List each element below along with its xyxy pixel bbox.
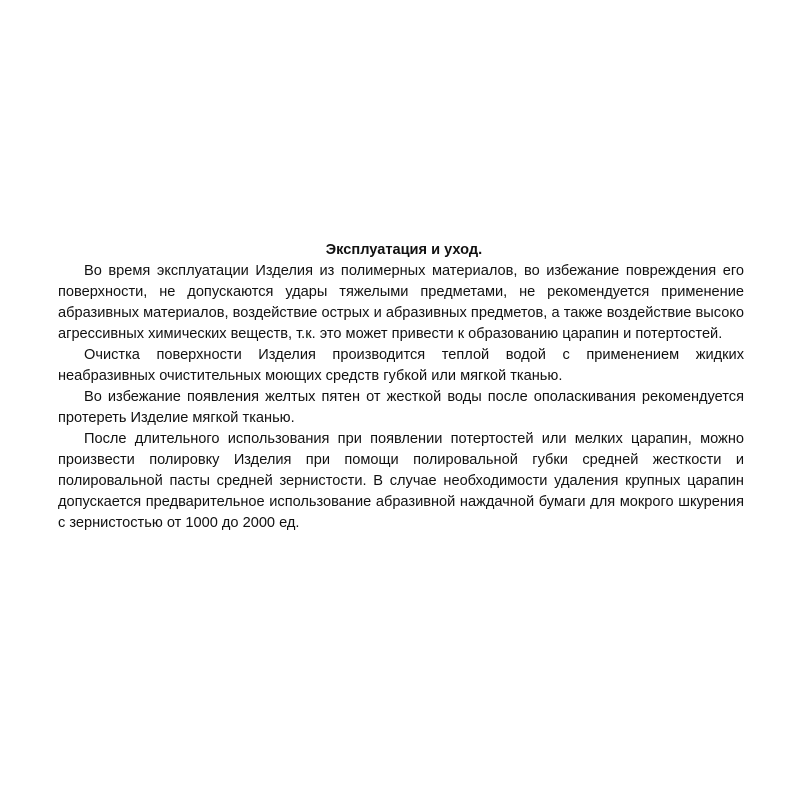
document-title: Эксплуатация и уход.: [325, 242, 483, 258]
paragraph-cleaning: Очистка поверхности Изделия производится теплой водой с применением жидких неабразивных очистительных моющих средств губкой или мягкой тканью.: [58, 347, 744, 384]
paragraph-water-stains: Во избежание появления желтых пятен от жесткой воды после ополаскивания рекомендуется протереть Изделие мягкой тканью.: [58, 389, 744, 426]
paragraph-usage: Во время эксплуатации Изделия из полимерных материалов, во избежание повреждения его поверхности, не допускаются удары тяжелыми предметами, не рекомендуется применение абразивных материалов, воздействие острых и абразивных предметов, а также воздействие высоко агрессивных химических веществ, т.к. это может привести к образованию царапин и потертостей.: [58, 263, 744, 342]
document-body: [58, 240, 744, 534]
paragraph-polishing: После длительного использования при появлении потертостей или мелких царапин, можно произвести полировку Изделия при помощи полировальной губки средней жесткости и полировальной пасты средней зернистости. В случае необходимости удаления крупных царапин допускается предварительное использование абразивной наждачной бумаги для мокрого шкурения с зернистостью от 1000 до 2000 ед.: [58, 431, 744, 531]
